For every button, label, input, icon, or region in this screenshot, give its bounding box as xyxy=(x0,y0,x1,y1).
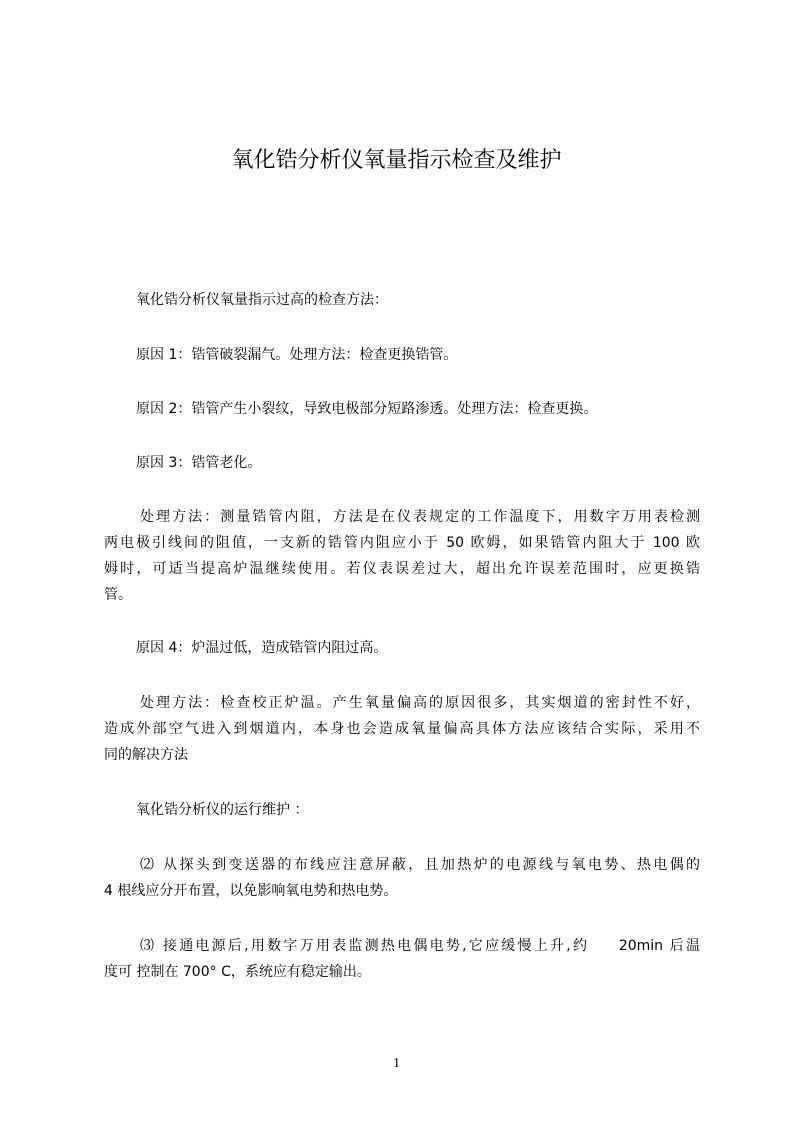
document-title: 氧化锆分析仪氧量指示检查及维护 xyxy=(231,148,562,173)
paragraph-line: 氧化锆分析仪的运行维护 ： xyxy=(136,802,309,818)
paragraph-line: 度可 控制在 700° C，系统应有稳定输出。 xyxy=(104,964,371,980)
paragraph-line: 两电极引线间的阻值，一支新的锆管内阻应小于 50 欧姆，如果锆管内阻大于 100 欧 xyxy=(104,535,700,551)
paragraph-line: 4 根线应分开布置，以免影响氧电势和热电势。 xyxy=(104,883,398,899)
paragraph xyxy=(104,852,700,904)
paragraph xyxy=(104,450,700,476)
paragraph-line: 处理方法：检查校正炉温。产生氧量偏高的原因很多，其实烟道的密封性不好， xyxy=(140,695,700,711)
paragraph xyxy=(104,933,700,985)
page-number: 1 xyxy=(393,1056,400,1071)
paragraph-line: 造成外部空气进入到烟道内，本身也会造成氧量偏高具体方法应该结合实际，采用不 xyxy=(104,721,700,737)
paragraph-line: 管。 xyxy=(104,587,132,603)
paragraph xyxy=(104,396,700,422)
paragraph xyxy=(104,797,700,823)
paragraph xyxy=(104,690,700,768)
paragraph xyxy=(104,504,700,608)
paragraph-line: 处理方法：测量锆管内阻，方法是在仪表规定的工作温度下，用数字万用表检测 xyxy=(140,509,700,525)
paragraph-line: ⑶ 接通电源后,用数字万用表监测热电偶电势,它应缓慢上升,约 20min 后温 xyxy=(140,938,700,954)
paragraph-line: 同的解决方法 xyxy=(104,747,188,763)
paragraph-line: 原因 4：炉温过低，造成锆管内阻过高。 xyxy=(136,640,388,656)
paragraph-line: ⑵ 从探头到变送器的布线应注意屏蔽，且加热炉的电源线与氧电势、热电偶的 xyxy=(140,857,700,873)
paragraph xyxy=(104,287,700,313)
paragraph-line: 原因 2：锆管产生小裂纹，导致电极部分短路渗透。处理方法：检查更换。 xyxy=(136,401,598,417)
paragraph-line: 原因 3：锆管老化。 xyxy=(136,455,262,471)
paragraph xyxy=(104,342,700,368)
paragraph-line: 氧化锆分析仪氧量指示过高的检查方法： xyxy=(136,292,388,308)
paragraph xyxy=(104,635,700,661)
paragraph-line: 原因 1：锆管破裂漏气。处理方法：检查更换锆管。 xyxy=(136,347,458,363)
paragraph-line: 姆时，可适当提高炉温继续使用。若仪表误差过大，超出允许误差范围时，应更换锆 xyxy=(104,561,700,577)
